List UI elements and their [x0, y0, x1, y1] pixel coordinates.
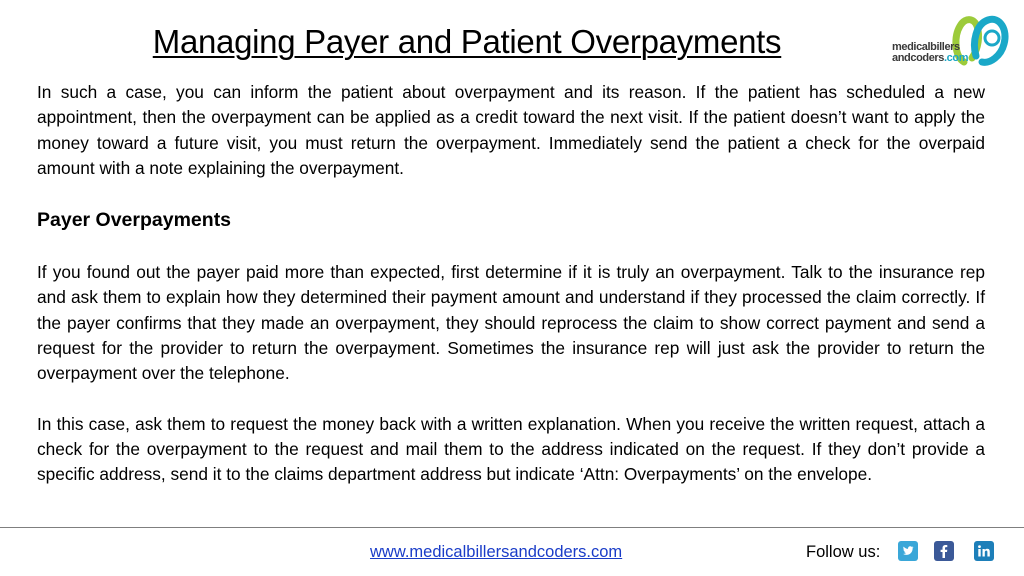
intro-paragraph: In such a case, you can inform the patient about overpayment and its reason. If the patient has scheduled a new appointment, then the overpayment can be applied as a credit toward the next visit. If the patient doesn’t want to apply the money toward a future visit, you must return the overpayment. Immediately send the patient a check for the overpaid amount with a note explaining the overpayment. — [37, 82, 985, 178]
website-link[interactable]: www.medicalbillersandcoders.com — [370, 543, 623, 561]
payer-paragraph-1: If you found out the payer paid more than expected, first determine if it is truly an overpayment. Talk to the insurance rep and ask them to explain how they determined their payment amount and understand if they processed the claim correctly. If the payer confirms that they made an overpayment, they should reprocess the claim to show correct payment and send a request for the provider to return the overpayment. Sometimes the insurance rep will just ask the provider to return the overpayment over the telephone. — [37, 262, 985, 384]
linkedin-icon[interactable] — [974, 541, 994, 561]
follow-us-label: Follow us: — [806, 543, 881, 561]
company-logo[interactable] — [892, 12, 1014, 70]
page-title: Managing Payer and Patient Overpayments — [152, 23, 782, 60]
payer-paragraph-2: In this case, ask them to request the money back with a written explanation. When you receive the written request, attach a check for the overpayment to the request and mail them to the address indicated on the request. If they don’t provide a specific address, send it to the claims department address but indicate ‘Attn: Overpayments’ on the envelope. — [37, 413, 985, 485]
logo-line-2-suffix: .com — [944, 52, 969, 64]
twitter-icon[interactable] — [898, 541, 918, 561]
logo-wordmark — [892, 42, 968, 64]
section-heading: Payer Overpayments — [37, 209, 232, 232]
logo-line-1: medicalbillers — [892, 41, 960, 53]
footer-divider — [0, 527, 1024, 528]
slide-body — [37, 80, 985, 488]
logo-line-2: andcoders — [892, 52, 945, 64]
facebook-icon[interactable] — [934, 541, 954, 561]
